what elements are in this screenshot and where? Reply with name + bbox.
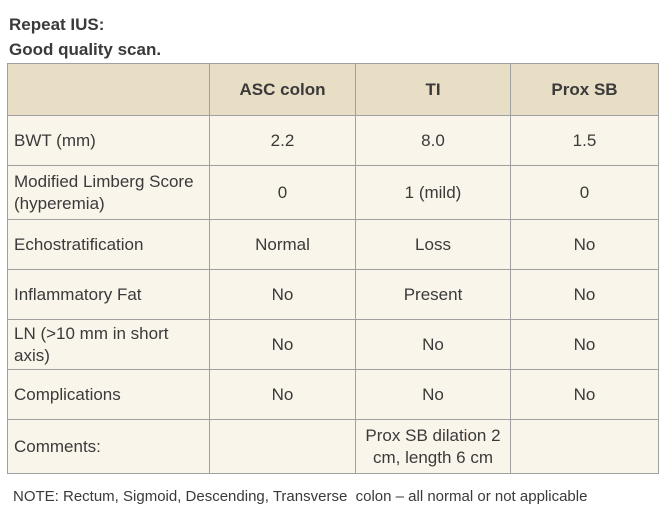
cell-ti: No (356, 370, 511, 420)
cell-prox-sb: 1.5 (511, 116, 659, 166)
header-cell-prox-sb: Prox SB (511, 64, 659, 116)
row-label: Comments: (8, 420, 210, 474)
cell-prox-sb: No (511, 320, 659, 370)
header-cell-ti: TI (356, 64, 511, 116)
cell-ti: Prox SB dilation 2 cm, length 6 cm (356, 420, 511, 474)
row-label: Modified Limberg Score (hyperemia) (8, 166, 210, 220)
table-row (8, 370, 659, 420)
table-row (8, 320, 659, 370)
cell-ti: No (356, 320, 511, 370)
cell-asc-colon: No (210, 320, 356, 370)
table-row (8, 116, 659, 166)
row-label: Inflammatory Fat (8, 270, 210, 320)
cell-ti: 1 (mild) (356, 166, 511, 220)
cell-prox-sb: 0 (511, 166, 659, 220)
table-row (8, 420, 659, 474)
cell-prox-sb: No (511, 370, 659, 420)
cell-asc-colon: 2.2 (210, 116, 356, 166)
row-label: Complications (8, 370, 210, 420)
header-cell-empty (8, 64, 210, 116)
cell-prox-sb: No (511, 220, 659, 270)
ius-findings-table (7, 63, 659, 474)
cell-ti: 8.0 (356, 116, 511, 166)
header-cell-asc-colon: ASC colon (210, 64, 356, 116)
row-label: BWT (mm) (8, 116, 210, 166)
cell-prox-sb: No (511, 270, 659, 320)
table-row (8, 220, 659, 270)
cell-asc-colon (210, 420, 356, 474)
cell-ti: Loss (356, 220, 511, 270)
heading-line-2: Good quality scan. (9, 40, 162, 59)
cell-asc-colon: No (210, 270, 356, 320)
row-label: Echostratification (8, 220, 210, 270)
heading (9, 12, 161, 62)
table-row (8, 166, 659, 220)
cell-ti: Present (356, 270, 511, 320)
cell-prox-sb (511, 420, 659, 474)
table-header-row (8, 64, 659, 116)
cell-asc-colon: No (210, 370, 356, 420)
footnote: NOTE: Rectum, Sigmoid, Descending, Transverse colon – all normal or not applicable (13, 488, 588, 505)
heading-line-1: Repeat IUS: (9, 15, 105, 34)
cell-asc-colon: Normal (210, 220, 356, 270)
table-row (8, 270, 659, 320)
row-label: LN (>10 mm in short axis) (8, 320, 210, 370)
cell-asc-colon: 0 (210, 166, 356, 220)
